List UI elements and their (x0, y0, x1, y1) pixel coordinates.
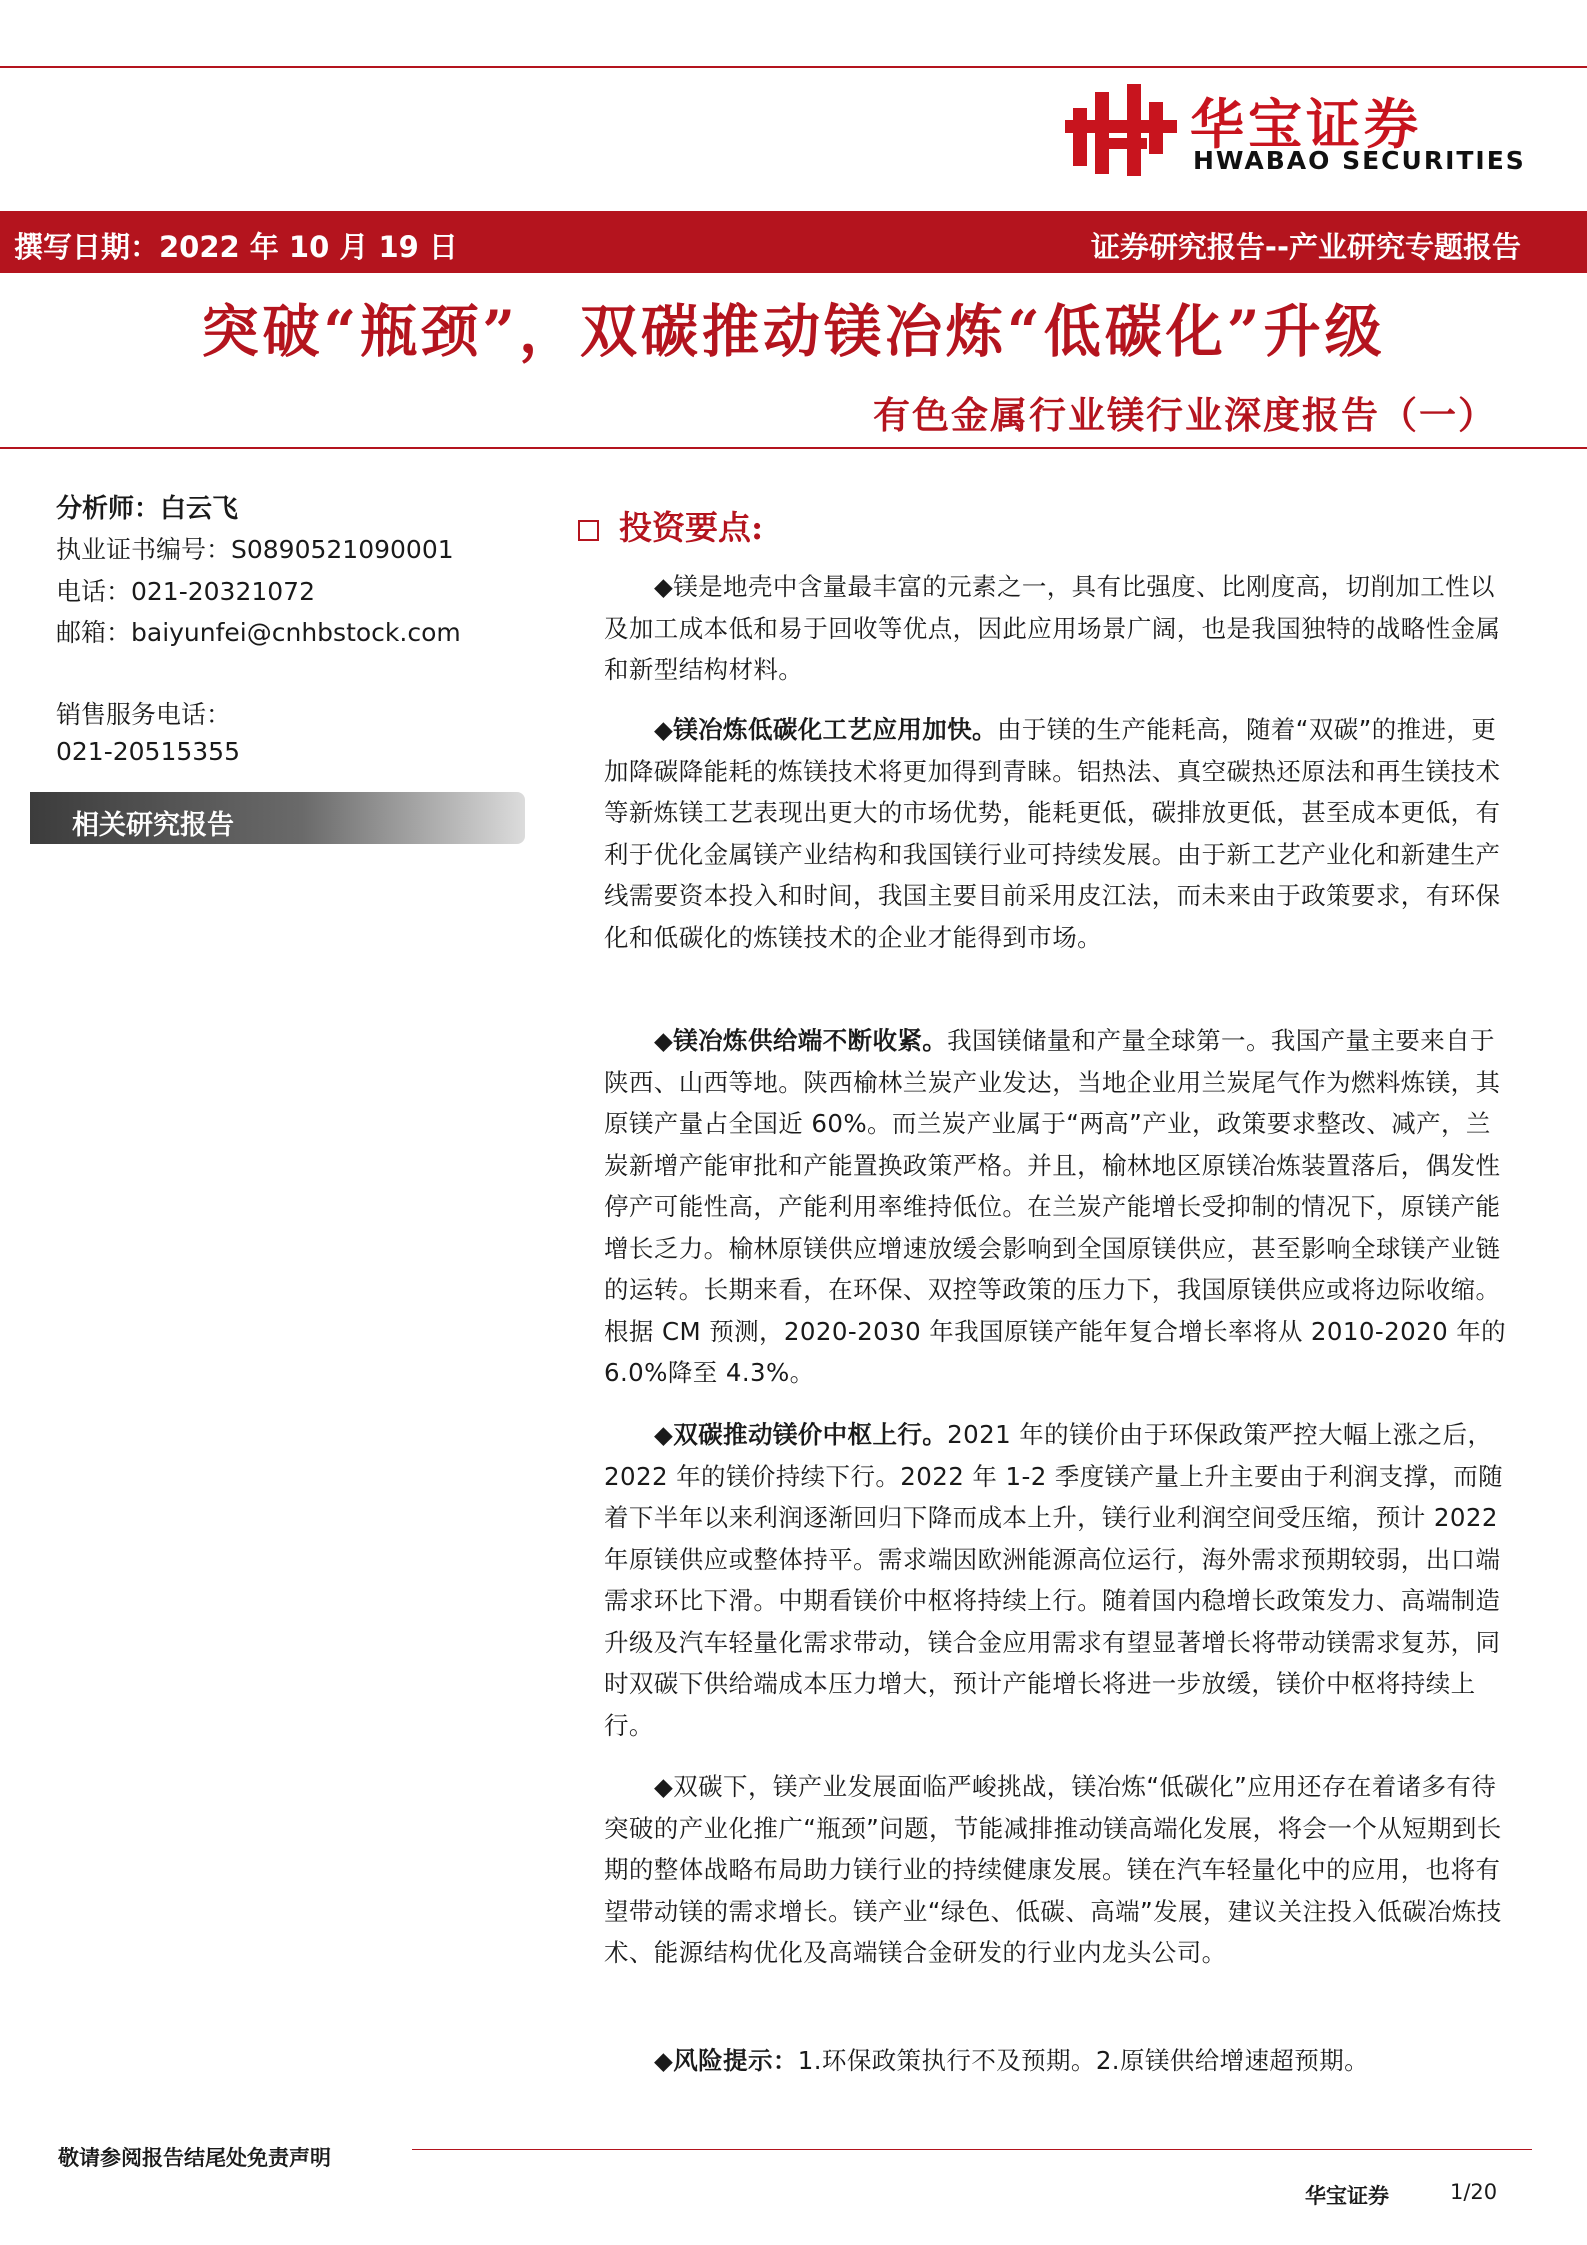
top-divider (0, 66, 1587, 68)
brand-name-cn: 华宝证券 (1190, 93, 1422, 156)
paragraph-body: ◆双碳下，镁产业发展面临严峻挑战，镁冶炼“低碳化”应用还存在着诸多有待突破的产业化推广“瓶颈”问题，节能减排推动镁高端化发展，将会一个从短期到长期的整体战略布局助力镁行业的持续健康发展。镁在汽车轻量化中的应用，也将有望带动镁的需求增长。镁产业“绿色、低碳、高端”发展，建议关注投入低碳冶炼技术、能源结构优化及高端镁合金研发的行业内龙头公司。 (604, 1772, 1502, 1967)
page-number: 1/20 (1450, 2180, 1498, 2204)
paragraph-body: 2021 年的镁价由于环保政策严控大幅上涨之后，2022 年的镁价持续下行。2022 年 1-2 季度镁产量上升主要由于利润支撑，而随着下半年以来利润逐渐回归下降而成本上升，镁行业利润空间受压缩，预计 2022 年原镁供应或整体持平。需求端因欧洲能源高位运行，海外需求预期较弱，出口端需求环比下滑。中期看镁价中枢将持续上行。随着国内稳增长政策发力、高端制造升级及汽车轻量化需求带动，镁合金应用需求有望显著增长将带动镁需求复苏，同时双碳下供给端成本压力增大，预计产能增长将进一步放缓，镁价中枢将持续上行。 (604, 1420, 1504, 1740)
investment-paragraph (604, 566, 1514, 691)
paragraph-lead: ◆镁冶炼供给端不断收紧。 (654, 1026, 948, 1055)
analyst-cert: 执业证书编号：S0890521090001 (56, 535, 454, 564)
investment-paragraph (604, 1020, 1514, 1394)
checkbox-square-icon (578, 520, 599, 541)
brand-name-en: HWABAO SECURITIES (1193, 146, 1526, 175)
report-subtitle: 有色金属行业镁行业深度报告（一） (873, 393, 1497, 437)
paragraph-body: 由于镁的生产能耗高，随着“双碳”的推进，更加降碳降能耗的炼镁技术将更加得到青睐。铝热法、真空碳热还原法和再生镁技术等新炼镁工艺表现出更大的市场优势，能耗更低，碳排放更低，甚至成本更低，有利于优化金属镁产业结构和我国镁行业可持续发展。由于新工艺产业化和新建生产线需要资本投入和时间，我国主要目前采用皮江法，而未来由于政策要求，有环保化和低碳化的炼镁技术的企业才能得到市场。 (604, 715, 1501, 952)
related-reports-label: 相关研究报告 (72, 810, 234, 841)
header-banner (0, 211, 1587, 273)
hwabao-logo-icon (1065, 80, 1185, 180)
title-divider (0, 447, 1587, 449)
paragraph-lead: ◆双碳推动镁价中枢上行。 (654, 1420, 948, 1449)
report-title: 突破“瓶颈”，双碳推动镁冶炼“低碳化”升级 (201, 298, 1386, 365)
footer-disclaimer: 敬请参阅报告结尾处免责声明 (58, 2146, 331, 2170)
report-date: 撰写日期：2022 年 10 月 19 日 (14, 230, 458, 264)
footer-divider (412, 2149, 1532, 2150)
paragraph-lead: ◆镁冶炼低碳化工艺应用加快。 (654, 715, 997, 744)
sales-phone: 021-20515355 (56, 737, 240, 766)
related-reports-header (30, 792, 525, 844)
investment-heading (578, 502, 763, 549)
investment-paragraph (604, 1414, 1514, 1746)
investment-paragraph (604, 1766, 1514, 1974)
analyst-email: 邮箱：baiyunfei@cnhbstock.com (56, 618, 461, 647)
investment-heading-label: 投资要点: (619, 508, 764, 547)
brand-logo (1065, 80, 1525, 180)
analyst-phone: 电话：021-20321072 (56, 577, 315, 606)
investment-paragraph (604, 709, 1514, 958)
footer-company: 华宝证券 (1305, 2184, 1389, 2208)
report-type: 证券研究报告--产业研究专题报告 (1090, 230, 1521, 264)
paragraph-body: 1.环保政策执行不及预期。2.原镁供给增速超预期。 (797, 2046, 1369, 2075)
investment-paragraph (604, 2040, 1514, 2082)
paragraph-body: ◆镁是地壳中含量最丰富的元素之一，具有比强度、比刚度高，切削加工性以及加工成本低和易于回收等优点，因此应用场景广阔，也是我国独特的战略性金属和新型结构材料。 (604, 572, 1501, 684)
paragraph-lead: ◆风险提示： (654, 2046, 798, 2075)
paragraph-body: 我国镁储量和产量全球第一。我国产量主要来自于陕西、山西等地。陕西榆林兰炭产业发达，当地企业用兰炭尾气作为燃料炼镁，其原镁产量占全国近 60%。而兰炭产业属于“两高”产业，政策要求整改、减产，兰炭新增产能审批和产能置换政策严格。并且，榆林地区原镁冶炼装置落后，偶发性停产可能性高，产能利用率维持低位。在兰炭产能增长受抑制的情况下，原镁产能增长乏力。榆林原镁供应增速放缓会影响到全国原镁供应，甚至影响全球镁产业链的运转。长期来看，在环保、双控等政策的压力下，我国原镁供应或将边际收缩。根据 CM 预测，2020-2030 年我国原镁产能年复合增长率将从 2010-2020 年的 6.0%降至 4.3%。 (604, 1026, 1507, 1387)
analyst-name: 分析师：白云飞 (56, 494, 239, 524)
sales-phone-label: 销售服务电话： (56, 700, 232, 729)
